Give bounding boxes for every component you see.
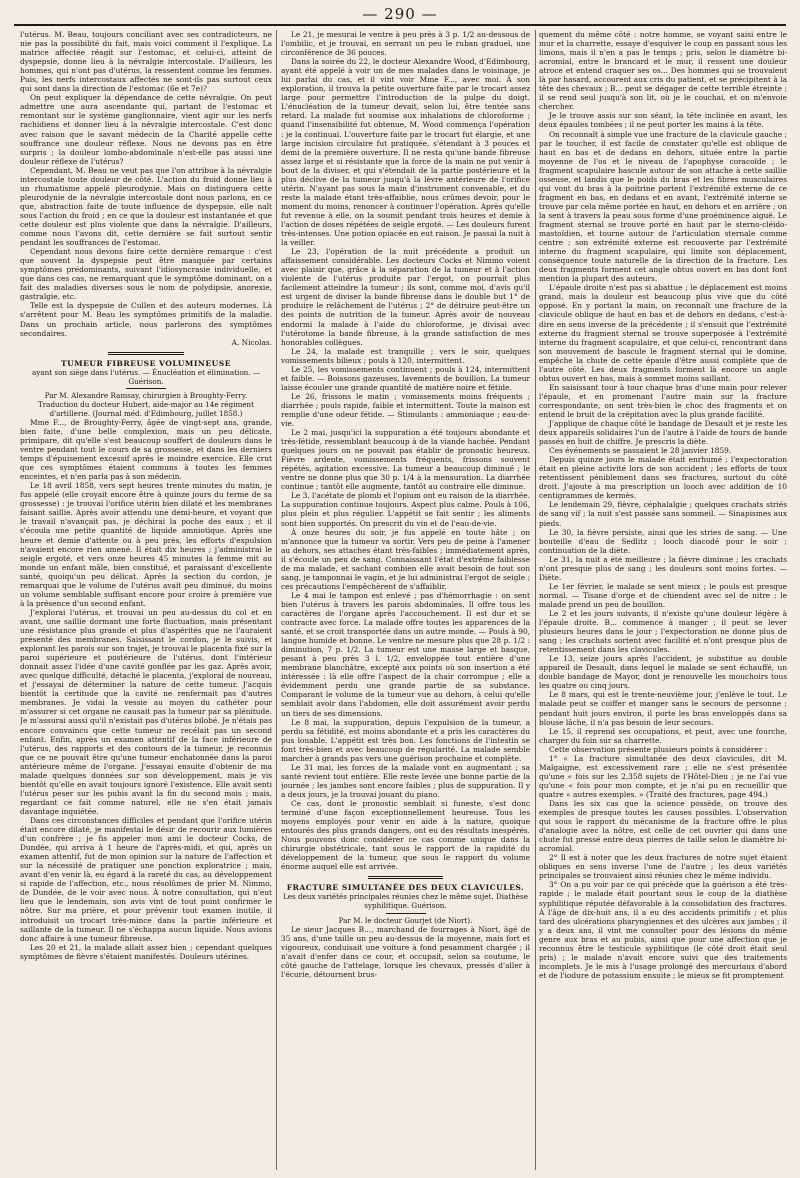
divider bbox=[126, 388, 166, 389]
column-divider bbox=[535, 30, 536, 1170]
paragraph: Le 3, l'acétate de plomb et l'opium ont eu raison de la diarrhée. La suppuration continue toujours. Aspect plus calme. Pouls à 106, plus plein et plus régulier. L'appétit se fait sentir ; les aliments sont bien supportés. On prescrit du vin et de l'eau-de-vie. bbox=[281, 491, 530, 528]
paragraph: Dans les six cas que la science possède, on trouve des exemples de presque toutes les causes possibles. L'observation qui sous le rapport du mécanisme de la fracture offre le plus d'analogie avec la nôtre, est celle de cet ouvrier qui dans une chute fut pressé entre deux pierres de taille selon le diamètre bi-acromial. bbox=[539, 798, 787, 854]
paragraph: Le 24, la malade est tranquille ; vers le soir, quelques vomissements bilieux ; pouls à 120, intermittent. bbox=[281, 346, 530, 365]
paragraph: quement du même côté : notre homme, se voyant saisi entre le mur et la charrette, essaye d'esquiver le coup en passant sous les limons, mais il n'en a pas le temps ; pris, selon le diamètre bi-acromial, entre le brancard et le mur, il ressent une douleur atroce et entend craquer ses os... Des hommes qui se trouvaient là par hasard, accourent aux cris du patient, et se précipitent à la tête des chevaux ; B... peut se dégager de cette terrible étreinte ; il se rend seul jusqu'à son lit, où je le couchai, et on m'envoie chercher. bbox=[539, 30, 787, 112]
paragraph: l'utérus. M. Beau, toujours conciliant avec ses contradicteurs, ne nie pas la possibilité du fait, mais voici comment il l'explique. La matrice affectée réagit sur l'estomac, et celui-ci, atteint de dyspepsie, donne lieu à la névralgie intercostale. D'ailleurs, les hommes, qui n'ont pas d'utérus, la ressentent comme les femmes. Puis, les nerfs intercostaux affectés ne sont-ils pas surtout ceux qui sont dans la direction de l'estomac (6e et 7e)? bbox=[20, 30, 272, 94]
author-line: Par M. Alexandre Ramsay, chirurgien à Broughty-Ferry. bbox=[44, 390, 248, 400]
column-2 bbox=[281, 30, 530, 1172]
author-line: Par M. le docteur Gourjet (de Niort). bbox=[338, 915, 473, 925]
paragraph: Le sieur Jacques B..., marchand de fourrages à Niort, âgé de 35 ans, d'une taille un peu au-dessus de la moyenne, mais fort et vigoureux, conduisait une voiture à fond pesamment chargée ; il n'avait d'enfer dans ce cour, et occupait, selon sa coutume, le côté gauche de l'attelage, lorsque les chevaux, pressés d'aller à l'écurie, détournent brus- bbox=[281, 924, 530, 979]
paragraph: Le 1er février, le malade se sent mieux ; le pouls est presque normal. — Tisane d'orge et de chiendent avec sel de nitre ; le malade prend un peu de bouillon. bbox=[539, 581, 787, 609]
paragraph: À onze heures du soir, je fus appelé en toute hâte ; on m'annonce que la tumeur va sortir. Vers peu de peine à l'amener au dehors, ses attaches étant très-faibles ; immédiatement après, il s'écoule un peu de sang. Connaissant l'état d'extrême faiblesse de ma malade, et sachant combien elle avait besoin de tout son sang, je tamponnai le vagin, et je lui administrai l'ergot de seigle ; ces précautions l'empêchèrent de s'affaiblir. bbox=[281, 527, 530, 591]
paragraph: On reconnaît à simple vue une fracture de la clavicule gauche ; par le toucher, il est facile de constater qu'elle est oblique de haut en bas et de dedans en dehors, située entre la partie moyenne de l'os et le niveau de l'apophyse coracoïde ; le fragment scapulaire bascule autour de son attache à cette saillie osseuse, et landis que le poids du bras et les fibres musculaires qui vont du bras à la poitrine portent l'extrémité externe de ce fragment en bas, en dedans et en avant, l'extrémité interne se trouve par cela même portée en haut, en dehors et en arrière ; on la sent à travers la peau sous forme d'une proéminence aiguë. Le fragment sternal se trouve porté en haut par le sterno-cléido-mastoïdien, et tourne autour de l'articulation sternale comme centre ; son extrémité externe est recouverte par l'extrémité interne du fragment scapulaire, qui limite son déplacement, conséquence toute naturelle de la direction de la fracture. Les deux fragments forment cet angle obtus ouvert en bas dont font mention la plupart des auteurs. bbox=[539, 129, 787, 284]
paragraph: 3° On a pu voir par ce qui précède que la guérison a été très-rapide ; le malade était pourtant sous le coup de la diathèse syphilitique réputée défavorable à la consolidation des fractures. À l'âge de dix-huit ans, il a eu des accidents primitifs ; et plus tard des ulcérations pharyngiennes et des ulcères aux jambes ; il y a deux ans, il vint me consulter pour des lésions du même genre aux bras et au pubis, ainsi que pour une affection que je reconnus être le testicule syphilitique (le côté droit était seul pris) ; le malade n'avait encore suivi que des traitements incomplets. Je le mis à l'usage prolongé des mercuriaux d'abord et de l'iodure de potassium ensuite ; le mieux se fit promptement bbox=[539, 880, 787, 980]
paragraph: Je le trouve assis sur son séant, la tête inclinée en avant, les deux épaules tombées ; il ne peut porter les mains à la tête. bbox=[539, 111, 787, 130]
paragraph: Le 15, il reprend ses occupations, et peut, avec une fourche, charger du foin sur sa charrette. bbox=[539, 726, 787, 745]
section-ornament bbox=[20, 350, 272, 356]
paragraph: Depuis quinze jours le malade était enrhumé ; l'expectoration était en pleine activité lors de son accident ; les efforts de toux retentissent péniblement dans ses fractures, surtout du côté droit. J'ajoute à ma prescription un looch avec addition de 10 centigrammes de kermès. bbox=[539, 455, 787, 501]
paragraph: Le lendemain 29, fièvre, céphalalgie ; quelques crachats striés de sang vif ; la nuit s'est passée sans sommeil. — Sinapismes aux pieds. bbox=[539, 500, 787, 528]
paragraph: Telle est la dyspepsie de Cullen et des auteurs modernes. Là s'arrêtent pour M. Beau les symptômes primitifs de la maladie. Dans un prochain article, nous parlerons des symptômes secondaires. bbox=[20, 301, 272, 338]
section-ornament bbox=[281, 874, 530, 880]
paragraph: Le 26, frissons le matin ; vomissements moins fréquents ; diarrhée ; pouls rapide, faible et intermittent. Toute la maison est remplie d'une odeur fétide. — Stimulants : ammoniaque ; eau-de-vie. bbox=[281, 391, 530, 429]
paragraph: En saisissant tour à tour chaque bras d'une main pour relever l'épaule, et en promenant l'autre main sur la fracture correspondante, on sent très-bien le choc des fragments et on entend le bruit de la crépitation avec la plus grande facilité. bbox=[539, 382, 787, 419]
article-title: TUMEUR FIBREUSE VOLUMINEUSE bbox=[60, 358, 232, 368]
paragraph: Le 31, la nuit a été meilleure ; la fièvre diminue ; les crachats n'ont presque plus de sang ; les douleurs sont moins fortes. — Diète. bbox=[539, 554, 787, 582]
paragraph: Le 31 mai, les forces de la malade vont en augmentant ; sa santé revient tout entière. Elle reste levée une bonne partie de la journée ; les jambes sont encore faibles ; plus de suppuration. Il y a deux jours, je la trouvai jouant du piano. bbox=[281, 762, 530, 799]
header-rule bbox=[14, 24, 786, 26]
paragraph: Le 25, les vomissements continuent ; pouls à 124, intermittent et faible. — Boissons gazeuses, lavements de bouillon. La tumeur laisse écouler une grande quantité de matière noire et fétide. bbox=[281, 364, 530, 392]
paragraph: Mme F..., de Broughty-Ferry, âgée de vingt-sept ans, grande, bien faite, d'une belle complexion, mais un peu délicate, primipare, dit qu'elle s'est beaucoup souffert de douleurs dans le ventre pendant tout le cours de sa grossesse, et dans les derniers temps d'épuisement excessif après le moindre exercice. Elle crut que ces symptômes étaient communs à toutes les femmes enceintes, et n'en parla pas à son médecin. bbox=[20, 417, 272, 482]
paragraph: Le 4 mai le tampon est enlevé ; pas d'hémorrhagie : on sent bien l'utérus à travers les parois abdominales. Il offre tous les caractères de l'organe après l'accouchement. Il est dur et se contracte avec force. La malade offre toutes les apparences de la santé, et se croit transportée dans un autre monde. — Pouls à 90, langue humide et bonne. Le ventre ne mesure plus que 28 p. 1/2 : diminution, 7 p. 1/2. La tumeur est une masse large et basque, pesant à peu près 3 l. 1/2, enveloppée tout entière d'une membrane blanchâtre, excepté aux points où son insertion a été intéressée : là elle offre l'aspect de la chair corrompue ; elle a évidemment perdu une grande partie de sa substance. Comparant le volume de la tumeur vue au dehors, à celui qu'elle semblait avoir dans l'abdomen, elle doit assurément avoir perdu un tiers de ses dimensions. bbox=[281, 590, 530, 718]
paragraph: Les 20 et 21, la malade allait assez bien ; cependant quelques symptômes de fièvre s'étaient manifestés. Douleurs utérines. bbox=[20, 942, 272, 961]
paragraph: 2° Il est à noter que les deux fractures de notre sujet étaient obliques en sens inverse l'une de l'autre ; les deux variétés principales se trouvaient ainsi réunies chez le même individu. bbox=[539, 853, 787, 881]
column-divider bbox=[276, 30, 277, 1170]
source-line: Traduction du docteur Hubert, aide-major au 14e régiment d'artillerie. (Journal méd. d'Edimbourg, juillet 1858.) bbox=[37, 399, 255, 418]
paragraph: Dans ces circonstances difficiles et pendant que l'orifice utérin était encore dilaté, je manifestai le désir de recourir aux lumières d'un confrère ; je fis appeler mon ami le docteur Cocks, de Dundée, qui arriva à 1 heure de l'après-midi, et qui, après un examen attentif, fut de mon opinion sur la nature de l'affection et sur la nécessité de pratiquer une ponction exploratrice ; mais, avant d'en venir là, eu égard à la rareté du cas, au développement si rapide de l'affection, etc., nous résolûmes de prier M. Nimmo, de Dundée, de le voir avec nous. À notre consultation, qui n'eut lieu que le lendemain, son avis vint de tout point confirmer le nôtre. Sur ma prière, et pour prévenir tout examen inutile, il introduisit un trocart très-mince dans la partie inférieure et saillante de la tumeur. Il ne s'échappa aucun liquide. Nous avions donc affaire à une tumeur fibreuse. bbox=[20, 815, 272, 943]
paragraph: Ce cas, dont le pronostic semblait si funeste, s'est donc terminé d'une façon exceptionnellement heureuse. Tous les moyens employés pour venir en aide à la nature, quoique entourés des plus grands dangers, ont eu des résultats inespérés. Nous pouvons donc considérer ce cas comme unique dans la chirurgie obstétricale, tant sous le rapport de la rapidité du développement de la tumeur, que sous le rapport du volume énorme auquel elle est arrivée. bbox=[281, 798, 530, 872]
divider bbox=[386, 913, 426, 914]
paragraph: Ces événements se passaient le 28 janvier 1859. bbox=[549, 446, 732, 456]
paragraph: Cette observation présente plusieurs points à considérer : bbox=[549, 744, 768, 754]
paragraph: Le 21, je mesurai le ventre à peu près à 3 p. 1/2 au-dessous de l'ombilic, et je trouvai, en serrant un peu le ruban graduel, une circonférence de 36 pouces. bbox=[281, 30, 530, 58]
article-subtitle: Les deux variétés principales réunies chez le même sujet. Diathèse syphilitique. Guérison. bbox=[283, 892, 528, 911]
paragraph: J'explorai l'utérus, et trouvai un peu au-dessus du col et en avant, une saillie dormant une forte fluctuation, mais présentant une résistance plus grande et plus d'aspérités que ne l'auraient présenté des membranes. Saisissant le cordon, je le suivis, et explorant les parois sur son trajet, je trouvai le placenta fixé sur la paroi supérieure et postérieure de l'utérus, dont l'intérieur donnait assez l'idée d'une cavité gonflée par les gaz. Après avoir, avec quelque difficulté, détaché le placenta, j'explorai de nouveau, et j'essayai de déterminer la nature de cette tumeur. J'acquis bientôt la certitude que la cavité ne renfermait pas d'autres membranes. Je vidai la vessie au moyen du cathéter pour m'assurer si cet organe ne causait pas la tumeur par sa plénitude. Je m'assurai aussi qu'il n'existait pas d'utérus bilobé. Je n'étais pas encore convaincu que cette tumeur ne recélait pas un second enfant. Enfin, après un examen attentif de la face inférieure de l'utérus, des rapports et des contours de la tumeur, je reconnus que ce ne pouvait être qu'une tumeur enchatonnée dans la paroi antérieure même de l'organe. J'essayai ensuite d'obtenir de ma malade quelques données sur son développement, mais je vis bientôt qu'elle en avait toujours ignoré l'existence. Elle avait senti l'utérus peser sur les pubis avant la fin du second mois ; mais, regardant ce fait comme naturel, elle ne s'en était jamais davantage inquiétée. bbox=[20, 607, 272, 816]
paragraph: Le 18 avril 1858, vers sept heures trente minutes du matin, je fus appelé (elle croyait encore être à quinze jours du terme de sa grossesse) : je trouvai l'orifice utérin bien dilaté et les membranes faisant saillie. Après avoir attendu une demi-heure, et voyant que le travail n'avançait pas, je déchirai la poche des eaux ; et il s'écoula une petite quantité de liquide amniotique. Après une heure et demie d'attente ou à peu près, les efforts d'expulsion n'avaient encore rien amené. Il était dix heures ; j'administrai le seigle ergoté, et vers onze heures 45 minutes la femme mit au monde un enfant mâle, bien constitué, et paraissant d'excellente santé, quoiqu'un peu délicat. Après la section du cordon, je remarquai que le volume de l'utérus avait peu diminué, du moins un volume semblable suffisant encore pour croire à première vue à la présence d'un second enfant. bbox=[20, 481, 272, 608]
paragraph: Le 2 mai, jusqu'ici la suppuration a été toujours abondante et très-fétide, ressemblant beaucoup à de la viande hachée. Pendant quelques jours on ne pouvait pas établir de pronostic heureux. Fièvre ardente, vomissements fréquents, frissons souvent répétés, agitation excessive. La tumeur a beaucoup diminué ; le ventre ne donne plus que 30 p. 1/4 à la mensuration. La diarrhée continue ; tantôt elle augmente, tantôt au contraire elle diminue. bbox=[281, 428, 530, 492]
paragraph: Le 23, l'opération de la nuit précédente a produit un affaissement considérable. Les docteurs Cocks et Nimmo voient avec plaisir que, grâce à la séparation de la tumeur et à l'action violente de l'utérus produite par l'ergot, on pourrait plus facilement atteindre la tumeur ; ils sont, comme moi, d'avis qu'il est urgent de diviser la bande fibreuse dans le double but 1° de produire le relâchement de l'utérus ; 2° de détruire peut-être un des points de nutrition de la tumeur. Après avoir de nouveau endormi la malade à l'aide du chloroforme, je divisai avec l'utérotome la bande fibreuse, à la grande satisfaction de mes honorables collègues. bbox=[281, 247, 530, 347]
column-3 bbox=[539, 30, 787, 1172]
paragraph: 1° « La fracture simultanée des deux clavicules, dit M. Malgaigne, est excessivement rare ; elle ne s'est présentée qu'une « fois sur les 2,358 sujets de l'Hôtel-Dieu ; je ne l'ai vue qu'une « fois pour mon compte, et je n'ai pu en recueillir que quatre « autres exemples. » (Traité des fractures, page 494.) bbox=[539, 753, 787, 799]
paragraph: Le 8 mars, qui est le trente-neuvième jour, j'enlève le tout. Le malade peut se coiffer et manger sans le secours de personne ; pendant huit jours environ, il porte les bras enveloppés dans sa blouse lâche, il n'a pas besoin de leur secours. bbox=[539, 690, 787, 727]
paragraph: J'applique de chaque côté le bandage de Desault et je reste les deux appareils solidaires l'un de l'autre à l'aide de tours de bande passés en huit de chiffre. Je prescris la diète. bbox=[539, 419, 787, 447]
paragraph: Cependant, M. Beau ne veut pas que l'on attribue à la névralgie intercostale toute douleur de côté. L'action du froid donne lieu à un rhumatisme appelé pleurodynie. Mais on distinguera cette pleurodynie de la névralgie intercostale dont nous parlons, en ce que, abstraction faite de toute influence de dyspepsie, elle naît sous l'action du froid ; en ce que la douleur est instantanée et que cette douleur est plus violente que dans la névralgie. D'ailleurs, comme nous l'avons dit, cette dernière se fait surtout sentir pendant les souffrances de l'estomac. bbox=[20, 165, 272, 248]
paragraph: On peut expliquer la dépendance de cette névralgie. On peut admettre une aura ascendante qui, partant de l'estomac et remontant sur le système ganglionnaire, vient agir sur les nerfs rachidiens et donner lieu à la névralgie intercostale. C'est donc avec raison que le savant médecin de la Charité appelle cette souffrance une douleur réflexe. Nous ne devons pas en être surpris ; la douleur lombo-abdominale n'est-elle pas aussi une douleur réflexe de l'utérus? bbox=[20, 93, 272, 166]
paragraph: Le 30, la fièvre persiste, ainsi que les stries de sang. — Une bouteille d'eau de Sedlitz ; looch diacodé pour le soir ; continuation de la diète. bbox=[539, 527, 787, 555]
paragraph: Cependant nous devons faire cette dernière remarque : c'est que souvent la dyspepsie peut être masquée par certains symptômes prédominants, suivant l'idiosyncrasie individuelle, et que dans ces cas, ne remarquant que le symptôme dominant, on a fait des maladies diverses sous le nom de polydipsie, anorexie, gastralgie, etc. bbox=[20, 247, 272, 302]
paragraph: Le 13, seize jours après l'accident, je substitue au double appareil de Desault, dans lequel le malade se sent échauffé, un double bandage de Mayor, dont je renouvelle les mouchoirs tous les quatre ou cinq jours. bbox=[539, 654, 787, 691]
article-title: FRACTURE SIMULTANÉE DES DEUX CLAVICULES. bbox=[286, 883, 525, 893]
paragraph: Dans la soirée du 22, le docteur Alexandre Wood, d'Edimbourg, ayant été appelé à voir un de mes malades dans le voisinage, je lui parlai du cas, et il vint voir Mme F..., avec moi. À son exploration, il trouva la petite ouverture faite par le trocart assez large pour permettre l'introduction de la pulpe du doigt. L'énucléation de la tumeur devait, selon lui, être tentée sans retard. La malade fut soumise aux inhalations de chloroforme ; quand l'insensibilité fut obtenue, M. Wood commença l'opération : je la continuai. L'ouverture faite par le trocart fut élargie, et une large incision circulaire fut pratiquée, s'étendant à 3 pouces et demi de la première ouverture. Il ne resta qu'une bande fibreuse assez large et si résistante que la force de la main ne put venir à bout de la diviser, et qui s'étendait de la partie postérieure et la plus déclive de la tumeur jusqu'à la lèvre antérieure de l'orifice utérin. N'ayant pas sous la main d'instrument convenable, et du reste la malade étant très-affaiblie, nous crûmes devoir, pour le moment du moins, renoncer à continuer l'opération. Après qu'elle fut revenue à elle, on la soumit pendant trois heures et demie à l'action de doses répétées de seigle ergoté. — Les douleurs furent très-intenses. Une potion opiacée en eut raison. Je passai la nuit à la veiller. bbox=[281, 57, 530, 248]
column-1 bbox=[20, 30, 272, 1172]
paragraph: Le 2 et les jours suivants, il n'existe qu'une douleur légère à l'épaule droite. B... commence à manger ; il peut se lever plusieurs heures dans le jour ; l'expectoration ne donne plus de sang ; les crachats sortent avec facilité et n'ont presque plus de retentissement dans les clavicules. bbox=[539, 609, 787, 655]
paragraph: Le 8 mai, la suppuration, depuis l'expulsion de la tumeur, a perdu sa fétidité, est moins abondante et a pris les caractères du pus louable. L'appétit est très bon. Les fonctions de l'intestin se font très-bien et avec beaucoup de régularité. La malade semble marcher à grands pas vers une guérison prochaine et complète. bbox=[281, 717, 530, 763]
paragraph: L'épaule droite n'est pas si abattue ; le déplacement est moins grand, mais la douleur est beaucoup plus vive que du côté opposé. En y portant la main, on reconnaît une fracture de la clavicule oblique de haut en bas et de dehors en dedans, c'est-à-dire en sens inverse de la précédente ; il s'ensuit que l'extrémité externe du fragment sternal se trouve superposée à l'extrémité interne du fragment scapulaire, et que celui-ci, rencontrant dans son mouvement de bascule le fragment sternal qui le domine, empêche la chute de cette épaule d'être aussi complète que de l'autre côté. Les deux fragments forment là encore un angle obtus ouvert en bas, mais à sommet moins saillant. bbox=[539, 283, 787, 383]
article-subtitle: ayant son siège dans l'utérus. — Énucléation et élimination. — Guérison. bbox=[31, 367, 261, 386]
signature: A. Nicolas. bbox=[231, 337, 272, 347]
page-number: — 290 — bbox=[362, 5, 438, 23]
